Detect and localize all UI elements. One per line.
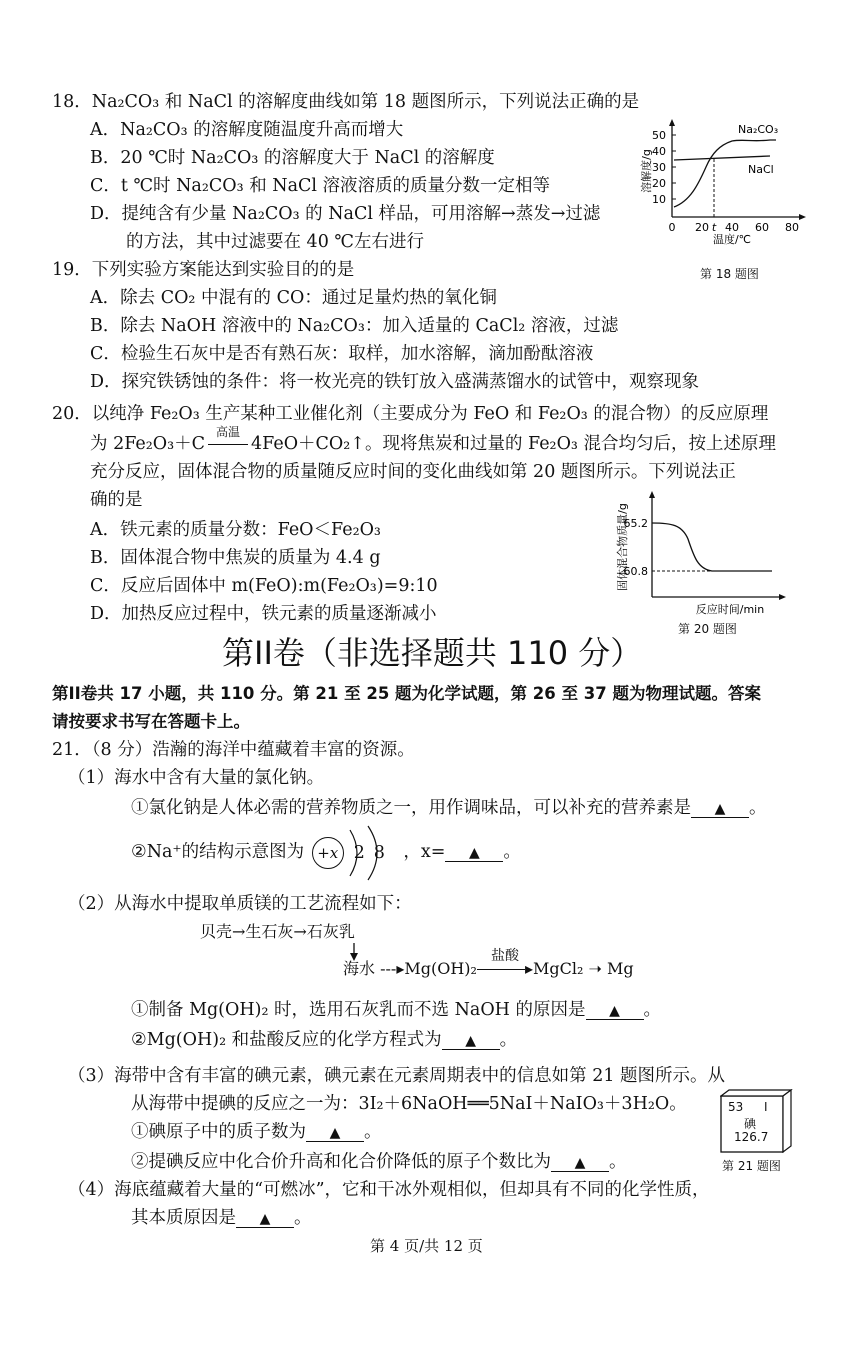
part2-note-line2: 请按要求书写在答题卡上。 — [52, 712, 250, 731]
answer-blank: ▲ — [445, 845, 503, 862]
fig18-xlabel: 温度/℃ — [712, 233, 752, 246]
q18-option-c: C．t ℃时 Na₂CO₃ 和 NaCl 溶液溶质的质量分数一定相等 — [90, 176, 551, 196]
fig20-xlabel: 反应时间/min — [695, 603, 765, 616]
fig18-ytick: 50 — [652, 129, 666, 142]
fig18-nacl-label: NaCl — [748, 163, 774, 176]
na-ion-structure-diagram — [310, 842, 398, 864]
fig18-nacl-line — [674, 156, 770, 160]
flow-bottom-row: 海水 ---▸Mg(OH)₂ 盐酸 ▸MgCl₂ ➝ Mg — [343, 948, 634, 978]
q18-option-d: D．提纯含有少量 Na₂CO₃ 的 NaCl 样品，可用溶解→蒸发→过滤 — [90, 204, 601, 224]
figure-18-solubility-chart — [620, 115, 810, 265]
q21-part4: （4）海底蕴藏着大量的“可燃冰”，它和干冰外观相似，但却具有不同的化学性质， — [68, 1180, 710, 1200]
fig20-mass-curve — [652, 523, 772, 571]
q21-part3b: ②提碘反应中化合价升高和化合价降低的原子个数比为 ▲ 。 — [131, 1152, 627, 1172]
q20-option-c: C．反应后固体中 m(FeO):m(Fe₂O₃)=9:10 — [90, 576, 438, 596]
q19-option-c: C．检验生石灰中是否有熟石灰：取样，加水溶解，滴加酚酞溶液 — [90, 344, 594, 364]
q20-condition: 高温 — [216, 425, 241, 439]
fig18-xtick: 60 — [755, 221, 769, 234]
q20-line4: 确的是 — [90, 490, 143, 510]
fig18-caption: 第 18 题图 — [700, 267, 759, 281]
fig18-ytick: 40 — [652, 145, 666, 158]
q18-stem: 18．Na₂CO₃ 和 NaCl 的溶解度曲线如第 18 题图所示，下列说法正确的是 — [52, 92, 640, 112]
fig18-xtick: t — [711, 221, 717, 234]
q21-part1: （1）海水中含有大量的氯化钠。 — [68, 768, 325, 788]
figure-20-mass-chart — [612, 485, 792, 620]
iodine-element-card — [720, 1095, 786, 1151]
answer-blank: ▲ — [306, 1125, 364, 1142]
q21-part3-line2: 从海带中提碘的反应之一为：3I₂＋6NaOH══5NaI＋NaIO₃＋3H₂O。 — [131, 1094, 687, 1114]
q21-part1a: ①氯化钠是人体必需的营养物质之一，用作调味品，可以补充的营养素是 ▲ 。 — [131, 798, 767, 818]
shell-electrons-2: 8 — [373, 842, 385, 863]
fig18-ytick: 10 — [652, 193, 666, 206]
q21-part1b: ②Na⁺的结构示意图为 +x 2 8 ，x= ▲ 。 — [131, 841, 521, 864]
q20-line2 — [90, 425, 776, 455]
fig18-xtick: 80 — [785, 221, 799, 234]
element-mass: 126.7 — [734, 1130, 769, 1144]
answer-blank: ▲ — [551, 1155, 609, 1172]
fig20-ylabel: 固体混合物质量/g — [616, 503, 629, 591]
page-footer: 第 4 页/共 12 页 — [370, 1237, 483, 1255]
element-name: 碘 — [744, 1117, 757, 1131]
q21-part2a: ①制备 Mg(OH)₂ 时，选用石灰乳而不选 NaOH 的原因是 ▲ 。 — [131, 1000, 662, 1020]
q20-eq-right: 4FeO＋CO₂↑。现将焦炭和过量的 Fe₂O₃ 混合均匀后，按上述原理 — [251, 434, 776, 454]
answer-blank: ▲ — [442, 1033, 500, 1050]
q20-line1: 20．以纯净 Fe₂O₃ 生产某种工业催化剂（主要成分为 FeO 和 Fe₂O₃ 的混合物）的反应原理 — [52, 404, 769, 424]
q20-option-b: B．固体混合物中焦炭的质量为 4.4 g — [90, 548, 381, 568]
q21-part2: （2）从海水中提取单质镁的工艺流程如下： — [68, 894, 412, 914]
q19-option-a: A．除去 CO₂ 中混有的 CO：通过足量灼热的氧化铜 — [90, 288, 497, 308]
q21-part1b-text: ②Na⁺的结构示意图为 — [131, 842, 305, 862]
q19-option-d: D．探究铁锈蚀的条件：将一枚光亮的铁钉放入盛满蒸馏水的试管中，观察现象 — [90, 372, 700, 392]
q21-part1a-text: ①氯化钠是人体必需的营养物质之一，用作调味品，可以补充的营养素是 — [131, 798, 691, 818]
fig21-caption: 第 21 题图 — [722, 1159, 781, 1173]
fig18-xtick: 20 — [695, 221, 709, 234]
q21-part2b: ②Mg(OH)₂ 和盐酸反应的化学方程式为 ▲ 。 — [131, 1030, 518, 1050]
q19-option-b: B．除去 NaOH 溶液中的 Na₂CO₃：加入适量的 CaCl₂ 溶液，过滤 — [90, 316, 619, 336]
q21-part1b-x: ，x= — [403, 842, 446, 862]
q21-stem: 21．（8 分）浩瀚的海洋中蕴藏着丰富的资源。 — [52, 740, 415, 760]
q18-option-b: B．20 ℃时 Na₂CO₃ 的溶解度大于 NaCl 的溶解度 — [90, 148, 495, 168]
q21-part3: （3）海带中含有丰富的碘元素，碘元素在元素周期表中的信息如第 21 题图所示。从 — [68, 1066, 726, 1086]
nucleus-circle: +x — [312, 837, 344, 869]
q19-stem: 19．下列实验方案能达到实验目的的是 — [52, 260, 355, 280]
answer-blank: ▲ — [691, 801, 749, 818]
q21-part4-line2: 其本质原因是 ▲ 。 — [131, 1208, 312, 1228]
q20-option-d: D．加热反应过程中，铁元素的质量逐渐减小 — [90, 604, 437, 624]
part2-title: 第II卷（非选择题共 110 分） — [222, 634, 643, 672]
fig20-value-low: 60.8 — [623, 565, 648, 578]
q20-line3: 充分反应，固体混合物的质量随反应时间的变化曲线如第 20 题图所示。下列说法正 — [90, 462, 736, 482]
q20-eq-left: 为 2Fe₂O₃＋C — [90, 434, 206, 454]
flow-top-row: 贝壳→生石灰→石灰乳 — [200, 922, 355, 941]
fig20-caption: 第 20 题图 — [678, 622, 737, 636]
part2-note-line1: 第II卷共 17 小题，共 110 分。第 21 至 25 题为化学试题，第 26 至 37 题为物理试题。答案 — [52, 684, 761, 703]
answer-blank: ▲ — [586, 1003, 644, 1020]
fig18-ylabel: 溶解度/g — [640, 149, 653, 193]
q18-option-a: A．Na₂CO₃ 的溶解度随温度升高而增大 — [90, 120, 404, 140]
answer-blank: ▲ — [236, 1211, 294, 1228]
fig18-xtick: 0 — [668, 221, 676, 234]
fig18-xtick: 40 — [725, 221, 739, 234]
fig20-value-high: 65.2 — [623, 517, 648, 530]
q18-option-d-cont: 的方法，其中过滤要在 40 ℃左右进行 — [126, 232, 424, 252]
element-number: 53 — [728, 1100, 744, 1114]
q20-condition-arrow — [205, 425, 251, 455]
q20-option-a: A．铁元素的质量分数：FeO＜Fe₂O₃ — [90, 520, 381, 540]
element-symbol: I — [764, 1100, 768, 1114]
shell-electrons-1: 2 — [353, 842, 365, 863]
fig18-ytick: 20 — [652, 177, 666, 190]
fig18-ytick: 30 — [652, 161, 666, 174]
fig18-na2co3-label: Na₂CO₃ — [738, 123, 779, 136]
q21-part3a: ①碘原子中的质子数为 ▲ 。 — [131, 1122, 382, 1142]
